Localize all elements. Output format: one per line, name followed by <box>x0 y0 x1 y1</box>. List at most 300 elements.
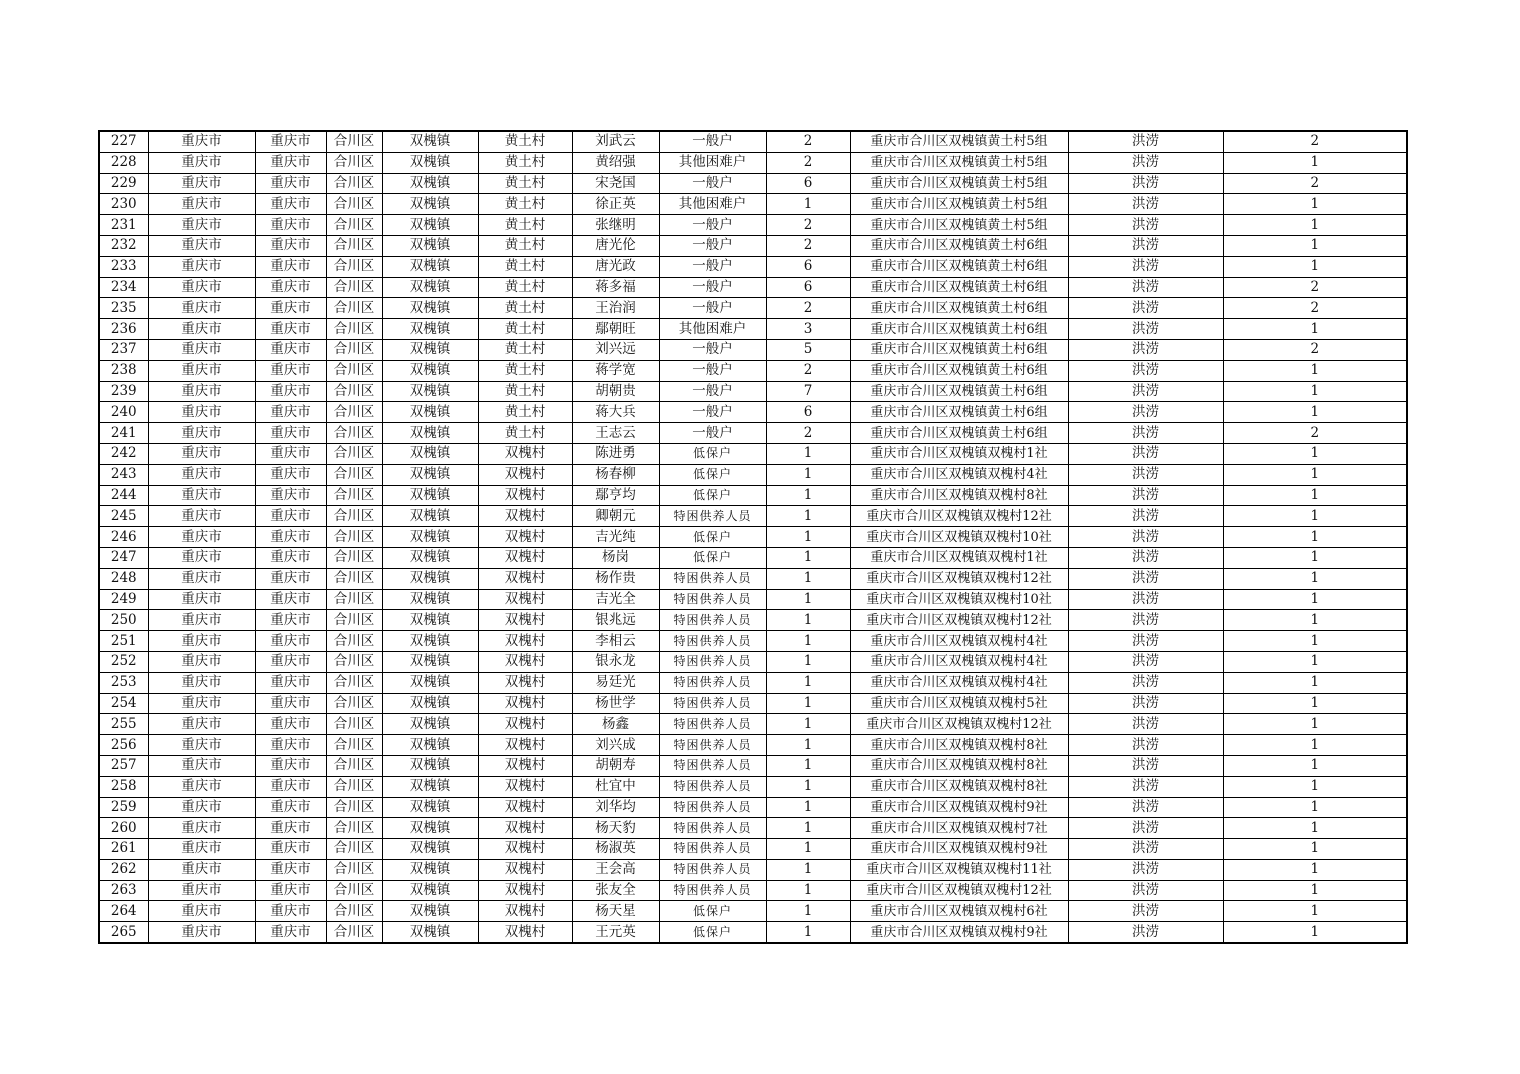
province-cell: 重庆市 <box>148 131 255 152</box>
city-cell: 重庆市 <box>255 131 326 152</box>
table-row <box>99 651 1407 672</box>
row-number-cell: 262 <box>99 859 148 880</box>
disaster-type-cell: 洪涝 <box>1068 631 1223 652</box>
row-number-cell: 254 <box>99 693 148 714</box>
district-cell: 合川区 <box>326 693 382 714</box>
province-cell: 重庆市 <box>148 152 255 173</box>
province-cell: 重庆市 <box>148 506 255 527</box>
town-cell: 双槐镇 <box>382 423 478 444</box>
household-size-cell: 1 <box>766 631 850 652</box>
address-cell: 重庆市合川区双槐镇双槐村9社 <box>850 839 1068 860</box>
count-cell: 1 <box>1223 506 1407 527</box>
row-number-cell: 241 <box>99 423 148 444</box>
row-number-cell: 228 <box>99 152 148 173</box>
village-cell: 双槐村 <box>478 859 572 880</box>
household-type-cell: 特困供养人员 <box>659 755 766 776</box>
count-cell: 1 <box>1223 651 1407 672</box>
town-cell: 双槐镇 <box>382 672 478 693</box>
count-cell: 1 <box>1223 776 1407 797</box>
household-size-cell: 1 <box>766 527 850 548</box>
district-cell: 合川区 <box>326 880 382 901</box>
household-type-cell: 低保户 <box>659 901 766 922</box>
name-cell: 杨淑英 <box>572 839 659 860</box>
household-size-cell: 5 <box>766 339 850 360</box>
province-cell: 重庆市 <box>148 672 255 693</box>
village-cell: 双槐村 <box>478 527 572 548</box>
count-cell: 1 <box>1223 631 1407 652</box>
count-cell: 1 <box>1223 693 1407 714</box>
village-cell: 双槐村 <box>478 672 572 693</box>
table-row <box>99 547 1407 568</box>
table-row <box>99 131 1407 152</box>
count-cell: 1 <box>1223 818 1407 839</box>
village-cell: 双槐村 <box>478 714 572 735</box>
district-cell: 合川区 <box>326 631 382 652</box>
address-cell: 重庆市合川区双槐镇双槐村8社 <box>850 735 1068 756</box>
town-cell: 双槐镇 <box>382 880 478 901</box>
disaster-type-cell: 洪涝 <box>1068 443 1223 464</box>
district-cell: 合川区 <box>326 506 382 527</box>
address-cell: 重庆市合川区双槐镇双槐村1社 <box>850 443 1068 464</box>
household-size-cell: 1 <box>766 776 850 797</box>
name-cell: 李相云 <box>572 631 659 652</box>
name-cell: 唐光伦 <box>572 235 659 256</box>
address-cell: 重庆市合川区双槐镇黄土村6组 <box>850 360 1068 381</box>
province-cell: 重庆市 <box>148 360 255 381</box>
province-cell: 重庆市 <box>148 859 255 880</box>
city-cell: 重庆市 <box>255 527 326 548</box>
name-cell: 卿朝元 <box>572 506 659 527</box>
row-number-cell: 261 <box>99 839 148 860</box>
village-cell: 双槐村 <box>478 610 572 631</box>
name-cell: 杨天豹 <box>572 818 659 839</box>
name-cell: 刘兴远 <box>572 339 659 360</box>
disaster-type-cell: 洪涝 <box>1068 818 1223 839</box>
address-cell: 重庆市合川区双槐镇双槐村5社 <box>850 693 1068 714</box>
address-cell: 重庆市合川区双槐镇双槐村8社 <box>850 485 1068 506</box>
disaster-type-cell: 洪涝 <box>1068 610 1223 631</box>
name-cell: 杨鑫 <box>572 714 659 735</box>
town-cell: 双槐镇 <box>382 631 478 652</box>
province-cell: 重庆市 <box>148 651 255 672</box>
address-cell: 重庆市合川区双槐镇双槐村12社 <box>850 568 1068 589</box>
household-size-cell: 1 <box>766 651 850 672</box>
row-number-cell: 247 <box>99 547 148 568</box>
name-cell: 王治润 <box>572 298 659 319</box>
district-cell: 合川区 <box>326 547 382 568</box>
province-cell: 重庆市 <box>148 922 255 943</box>
row-number-cell: 265 <box>99 922 148 943</box>
village-cell: 双槐村 <box>478 631 572 652</box>
disaster-type-cell: 洪涝 <box>1068 651 1223 672</box>
village-cell: 黄土村 <box>478 215 572 236</box>
household-size-cell: 1 <box>766 901 850 922</box>
household-type-cell: 特困供养人员 <box>659 651 766 672</box>
district-cell: 合川区 <box>326 901 382 922</box>
city-cell: 重庆市 <box>255 443 326 464</box>
province-cell: 重庆市 <box>148 547 255 568</box>
village-cell: 双槐村 <box>478 735 572 756</box>
row-number-cell: 230 <box>99 194 148 215</box>
address-cell: 重庆市合川区双槐镇双槐村10社 <box>850 527 1068 548</box>
household-size-cell: 6 <box>766 277 850 298</box>
household-size-cell: 1 <box>766 797 850 818</box>
district-cell: 合川区 <box>326 568 382 589</box>
district-cell: 合川区 <box>326 464 382 485</box>
household-type-cell: 特困供养人员 <box>659 818 766 839</box>
province-cell: 重庆市 <box>148 402 255 423</box>
household-type-cell: 特困供养人员 <box>659 714 766 735</box>
district-cell: 合川区 <box>326 797 382 818</box>
town-cell: 双槐镇 <box>382 235 478 256</box>
village-cell: 黄土村 <box>478 381 572 402</box>
table-row <box>99 839 1407 860</box>
village-cell: 双槐村 <box>478 568 572 589</box>
village-cell: 双槐村 <box>478 880 572 901</box>
table-row <box>99 464 1407 485</box>
name-cell: 银兆远 <box>572 610 659 631</box>
disaster-type-cell: 洪涝 <box>1068 568 1223 589</box>
address-cell: 重庆市合川区双槐镇双槐村7社 <box>850 818 1068 839</box>
disaster-type-cell: 洪涝 <box>1068 880 1223 901</box>
town-cell: 双槐镇 <box>382 152 478 173</box>
name-cell: 鄢亨均 <box>572 485 659 506</box>
household-type-cell: 其他困难户 <box>659 152 766 173</box>
village-cell: 黄土村 <box>478 152 572 173</box>
town-cell: 双槐镇 <box>382 901 478 922</box>
name-cell: 张友全 <box>572 880 659 901</box>
table-row <box>99 215 1407 236</box>
name-cell: 刘兴成 <box>572 735 659 756</box>
city-cell: 重庆市 <box>255 319 326 340</box>
household-type-cell: 其他困难户 <box>659 194 766 215</box>
village-cell: 双槐村 <box>478 755 572 776</box>
district-cell: 合川区 <box>326 381 382 402</box>
row-number-cell: 253 <box>99 672 148 693</box>
district-cell: 合川区 <box>326 818 382 839</box>
household-size-cell: 2 <box>766 131 850 152</box>
name-cell: 胡朝贵 <box>572 381 659 402</box>
district-cell: 合川区 <box>326 235 382 256</box>
table-row <box>99 880 1407 901</box>
row-number-cell: 231 <box>99 215 148 236</box>
row-number-cell: 244 <box>99 485 148 506</box>
address-cell: 重庆市合川区双槐镇黄土村5组 <box>850 194 1068 215</box>
household-size-cell: 1 <box>766 672 850 693</box>
disaster-type-cell: 洪涝 <box>1068 256 1223 277</box>
district-cell: 合川区 <box>326 527 382 548</box>
province-cell: 重庆市 <box>148 631 255 652</box>
name-cell: 杨春柳 <box>572 464 659 485</box>
province-cell: 重庆市 <box>148 797 255 818</box>
table-row <box>99 589 1407 610</box>
province-cell: 重庆市 <box>148 693 255 714</box>
city-cell: 重庆市 <box>255 381 326 402</box>
table-row <box>99 194 1407 215</box>
city-cell: 重庆市 <box>255 797 326 818</box>
name-cell: 王志云 <box>572 423 659 444</box>
city-cell: 重庆市 <box>255 173 326 194</box>
household-size-cell: 1 <box>766 547 850 568</box>
district-cell: 合川区 <box>326 131 382 152</box>
row-number-cell: 238 <box>99 360 148 381</box>
household-type-cell: 一般户 <box>659 277 766 298</box>
village-cell: 黄土村 <box>478 256 572 277</box>
household-size-cell: 2 <box>766 235 850 256</box>
address-cell: 重庆市合川区双槐镇黄土村6组 <box>850 402 1068 423</box>
table-row <box>99 298 1407 319</box>
count-cell: 1 <box>1223 194 1407 215</box>
disaster-type-cell: 洪涝 <box>1068 693 1223 714</box>
name-cell: 银永龙 <box>572 651 659 672</box>
count-cell: 1 <box>1223 922 1407 943</box>
count-cell: 1 <box>1223 319 1407 340</box>
row-number-cell: 233 <box>99 256 148 277</box>
table-row <box>99 631 1407 652</box>
disaster-type-cell: 洪涝 <box>1068 755 1223 776</box>
town-cell: 双槐镇 <box>382 277 478 298</box>
count-cell: 1 <box>1223 485 1407 506</box>
household-size-cell: 1 <box>766 755 850 776</box>
province-cell: 重庆市 <box>148 610 255 631</box>
table-row <box>99 527 1407 548</box>
row-number-cell: 245 <box>99 506 148 527</box>
disaster-type-cell: 洪涝 <box>1068 131 1223 152</box>
table-row <box>99 859 1407 880</box>
table-row <box>99 235 1407 256</box>
district-cell: 合川区 <box>326 152 382 173</box>
province-cell: 重庆市 <box>148 381 255 402</box>
name-cell: 宋尧国 <box>572 173 659 194</box>
address-cell: 重庆市合川区双槐镇双槐村11社 <box>850 859 1068 880</box>
count-cell: 1 <box>1223 859 1407 880</box>
province-cell: 重庆市 <box>148 443 255 464</box>
household-size-cell: 2 <box>766 152 850 173</box>
household-size-cell: 6 <box>766 173 850 194</box>
address-cell: 重庆市合川区双槐镇黄土村5组 <box>850 173 1068 194</box>
district-cell: 合川区 <box>326 277 382 298</box>
disaster-type-cell: 洪涝 <box>1068 381 1223 402</box>
row-number-cell: 258 <box>99 776 148 797</box>
household-type-cell: 低保户 <box>659 485 766 506</box>
row-number-cell: 256 <box>99 735 148 756</box>
district-cell: 合川区 <box>326 735 382 756</box>
table-row <box>99 506 1407 527</box>
village-cell: 双槐村 <box>478 901 572 922</box>
village-cell: 黄土村 <box>478 277 572 298</box>
table-row <box>99 714 1407 735</box>
name-cell: 胡朝寿 <box>572 755 659 776</box>
count-cell: 1 <box>1223 360 1407 381</box>
city-cell: 重庆市 <box>255 485 326 506</box>
district-cell: 合川区 <box>326 194 382 215</box>
disaster-type-cell: 洪涝 <box>1068 776 1223 797</box>
town-cell: 双槐镇 <box>382 714 478 735</box>
town-cell: 双槐镇 <box>382 319 478 340</box>
city-cell: 重庆市 <box>255 423 326 444</box>
name-cell: 易廷光 <box>572 672 659 693</box>
household-type-cell: 一般户 <box>659 423 766 444</box>
name-cell: 张继明 <box>572 215 659 236</box>
district-cell: 合川区 <box>326 714 382 735</box>
row-number-cell: 260 <box>99 818 148 839</box>
household-size-cell: 1 <box>766 735 850 756</box>
table-row <box>99 402 1407 423</box>
row-number-cell: 263 <box>99 880 148 901</box>
table-row <box>99 693 1407 714</box>
household-size-cell: 2 <box>766 215 850 236</box>
disaster-type-cell: 洪涝 <box>1068 672 1223 693</box>
count-cell: 2 <box>1223 339 1407 360</box>
row-number-cell: 249 <box>99 589 148 610</box>
name-cell: 徐正英 <box>572 194 659 215</box>
row-number-cell: 232 <box>99 235 148 256</box>
household-size-cell: 3 <box>766 319 850 340</box>
household-size-cell: 2 <box>766 360 850 381</box>
count-cell: 1 <box>1223 610 1407 631</box>
province-cell: 重庆市 <box>148 839 255 860</box>
disaster-type-cell: 洪涝 <box>1068 922 1223 943</box>
province-cell: 重庆市 <box>148 568 255 589</box>
town-cell: 双槐镇 <box>382 360 478 381</box>
household-size-cell: 1 <box>766 880 850 901</box>
town-cell: 双槐镇 <box>382 173 478 194</box>
address-cell: 重庆市合川区双槐镇双槐村12社 <box>850 880 1068 901</box>
household-type-cell: 一般户 <box>659 131 766 152</box>
city-cell: 重庆市 <box>255 631 326 652</box>
household-type-cell: 一般户 <box>659 402 766 423</box>
address-cell: 重庆市合川区双槐镇黄土村6组 <box>850 298 1068 319</box>
province-cell: 重庆市 <box>148 880 255 901</box>
district-cell: 合川区 <box>326 173 382 194</box>
household-type-cell: 特困供养人员 <box>659 776 766 797</box>
city-cell: 重庆市 <box>255 464 326 485</box>
table-row <box>99 735 1407 756</box>
city-cell: 重庆市 <box>255 693 326 714</box>
count-cell: 1 <box>1223 735 1407 756</box>
household-type-cell: 低保户 <box>659 922 766 943</box>
table-row <box>99 610 1407 631</box>
household-type-cell: 低保户 <box>659 443 766 464</box>
count-cell: 1 <box>1223 589 1407 610</box>
city-cell: 重庆市 <box>255 714 326 735</box>
district-cell: 合川区 <box>326 423 382 444</box>
city-cell: 重庆市 <box>255 839 326 860</box>
town-cell: 双槐镇 <box>382 527 478 548</box>
city-cell: 重庆市 <box>255 298 326 319</box>
village-cell: 黄土村 <box>478 173 572 194</box>
town-cell: 双槐镇 <box>382 381 478 402</box>
district-cell: 合川区 <box>326 589 382 610</box>
address-cell: 重庆市合川区双槐镇双槐村4社 <box>850 631 1068 652</box>
city-cell: 重庆市 <box>255 568 326 589</box>
household-type-cell: 一般户 <box>659 298 766 319</box>
address-cell: 重庆市合川区双槐镇黄土村6组 <box>850 319 1068 340</box>
town-cell: 双槐镇 <box>382 443 478 464</box>
table-row <box>99 319 1407 340</box>
district-cell: 合川区 <box>326 922 382 943</box>
town-cell: 双槐镇 <box>382 256 478 277</box>
address-cell: 重庆市合川区双槐镇黄土村5组 <box>850 152 1068 173</box>
household-type-cell: 低保户 <box>659 464 766 485</box>
household-size-cell: 1 <box>766 589 850 610</box>
row-number-cell: 227 <box>99 131 148 152</box>
address-cell: 重庆市合川区双槐镇双槐村12社 <box>850 506 1068 527</box>
count-cell: 2 <box>1223 423 1407 444</box>
count-cell: 1 <box>1223 235 1407 256</box>
disaster-type-cell: 洪涝 <box>1068 360 1223 381</box>
address-cell: 重庆市合川区双槐镇黄土村6组 <box>850 277 1068 298</box>
district-cell: 合川区 <box>326 672 382 693</box>
table-row <box>99 381 1407 402</box>
town-cell: 双槐镇 <box>382 859 478 880</box>
village-cell: 双槐村 <box>478 464 572 485</box>
city-cell: 重庆市 <box>255 651 326 672</box>
row-number-cell: 259 <box>99 797 148 818</box>
disaster-type-cell: 洪涝 <box>1068 298 1223 319</box>
village-cell: 黄土村 <box>478 131 572 152</box>
row-number-cell: 237 <box>99 339 148 360</box>
village-cell: 黄土村 <box>478 423 572 444</box>
count-cell: 1 <box>1223 839 1407 860</box>
disaster-type-cell: 洪涝 <box>1068 194 1223 215</box>
table-row <box>99 568 1407 589</box>
province-cell: 重庆市 <box>148 194 255 215</box>
household-type-cell: 特困供养人员 <box>659 610 766 631</box>
village-cell: 双槐村 <box>478 818 572 839</box>
count-cell: 1 <box>1223 714 1407 735</box>
row-number-cell: 239 <box>99 381 148 402</box>
district-cell: 合川区 <box>326 402 382 423</box>
count-cell: 1 <box>1223 901 1407 922</box>
city-cell: 重庆市 <box>255 506 326 527</box>
count-cell: 1 <box>1223 152 1407 173</box>
household-type-cell: 一般户 <box>659 215 766 236</box>
household-size-cell: 2 <box>766 423 850 444</box>
household-type-cell: 低保户 <box>659 527 766 548</box>
disaster-type-cell: 洪涝 <box>1068 277 1223 298</box>
town-cell: 双槐镇 <box>382 735 478 756</box>
village-cell: 双槐村 <box>478 839 572 860</box>
disaster-type-cell: 洪涝 <box>1068 589 1223 610</box>
household-type-cell: 特困供养人员 <box>659 797 766 818</box>
province-cell: 重庆市 <box>148 173 255 194</box>
city-cell: 重庆市 <box>255 152 326 173</box>
village-cell: 黄土村 <box>478 194 572 215</box>
address-cell: 重庆市合川区双槐镇双槐村12社 <box>850 714 1068 735</box>
count-cell: 2 <box>1223 298 1407 319</box>
village-cell: 双槐村 <box>478 797 572 818</box>
town-cell: 双槐镇 <box>382 610 478 631</box>
district-cell: 合川区 <box>326 776 382 797</box>
table-row <box>99 443 1407 464</box>
village-cell: 黄土村 <box>478 360 572 381</box>
name-cell: 杨天星 <box>572 901 659 922</box>
city-cell: 重庆市 <box>255 402 326 423</box>
household-size-cell: 1 <box>766 464 850 485</box>
disaster-type-cell: 洪涝 <box>1068 714 1223 735</box>
district-cell: 合川区 <box>326 298 382 319</box>
village-cell: 黄土村 <box>478 319 572 340</box>
row-number-cell: 229 <box>99 173 148 194</box>
address-cell: 重庆市合川区双槐镇双槐村4社 <box>850 651 1068 672</box>
household-size-cell: 1 <box>766 485 850 506</box>
address-cell: 重庆市合川区双槐镇双槐村6社 <box>850 901 1068 922</box>
town-cell: 双槐镇 <box>382 651 478 672</box>
city-cell: 重庆市 <box>255 256 326 277</box>
household-type-cell: 特困供养人员 <box>659 880 766 901</box>
province-cell: 重庆市 <box>148 319 255 340</box>
